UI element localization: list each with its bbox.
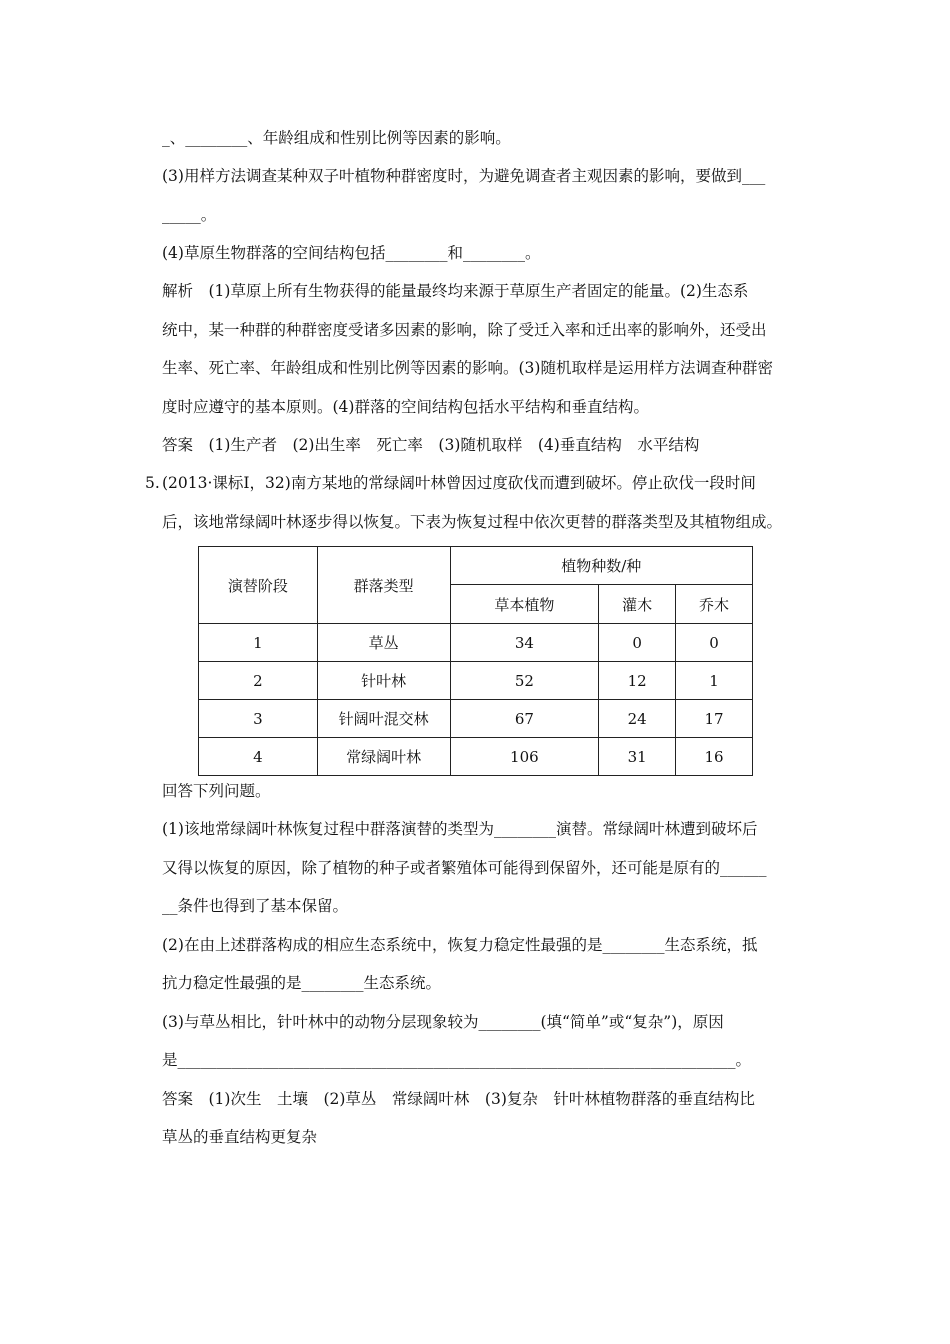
table-row	[199, 738, 753, 776]
cell-herb: 67	[450, 700, 599, 738]
header-shrub: 灌木	[599, 585, 676, 624]
table-row	[199, 700, 753, 738]
table-row	[199, 624, 753, 662]
analysis-line: 生率、死亡率、年龄组成和性别比例等因素的影响。(3)随机取样是运用样方法调查种群密	[162, 359, 773, 377]
cell-type: 常绿阔叶林	[317, 738, 450, 776]
table-row	[199, 662, 753, 700]
cell-stage: 4	[199, 738, 318, 776]
text-line: _____。	[162, 206, 217, 224]
text-line: (4)草原生物群落的空间结构包括________和________。	[162, 244, 541, 262]
cell-shrub: 12	[599, 662, 676, 700]
header-tree: 乔木	[676, 585, 753, 624]
cell-herb: 34	[450, 624, 599, 662]
text-line: (2)在由上述群落构成的相应生态系统中，恢复力稳定性最强的是________生态系统，抵	[162, 936, 758, 954]
cell-shrub: 24	[599, 700, 676, 738]
text-line: 抗力稳定性最强的是________生态系统。	[162, 974, 442, 992]
cell-stage: 3	[199, 700, 318, 738]
answer-line: 草丛的垂直结构更复杂	[162, 1128, 318, 1146]
analysis-line: 度时应遵守的基本原则。(4)群落的空间结构包括水平结构和垂直结构。	[162, 398, 649, 416]
question-line: 后，该地常绿阔叶林逐步得以恢复。下表为恢复过程中依次更替的群落类型及其植物组成。	[162, 513, 783, 531]
analysis-line: 解析 (1)草原上所有生物获得的能量最终均来源于草原生产者固定的能量。(2)生态系	[162, 282, 749, 300]
cell-herb: 52	[450, 662, 599, 700]
text-line: 回答下列问题。	[162, 782, 271, 800]
answer-line: 答案 (1)次生 土壤 (2)草丛 常绿阔叶林 (3)复杂 针叶林植物群落的垂直结构比	[162, 1090, 755, 1108]
text-line: 又得以恢复的原因，除了植物的种子或者繁殖体可能得到保留外，还可能是原有的______	[162, 859, 767, 877]
cell-stage: 2	[199, 662, 318, 700]
cell-herb: 106	[450, 738, 599, 776]
answer-line: 答案 (1)生产者 (2)出生率 死亡率 (3)随机取样 (4)垂直结构 水平结构	[162, 436, 700, 454]
cell-type: 针阔叶混交林	[317, 700, 450, 738]
header-species-count: 植物种数/种	[450, 547, 753, 585]
cell-type: 草丛	[317, 624, 450, 662]
text-line: (3)用样方法调查某种双子叶植物种群密度时，为避免调查者主观因素的影响，要做到___	[162, 167, 766, 185]
question-line: (2013·课标Ⅰ，32)南方某地的常绿阔叶林曾因过度砍伐而遭到破坏。停止砍伐一段时间	[162, 474, 756, 492]
succession-table	[198, 546, 753, 776]
cell-tree: 1	[676, 662, 753, 700]
header-herb: 草本植物	[450, 585, 599, 624]
cell-tree: 17	[676, 700, 753, 738]
text-line: (3)与草丛相比，针叶林中的动物分层现象较为________(填“简单”或“复杂”)，原因	[162, 1013, 724, 1031]
header-stage: 演替阶段	[199, 547, 318, 624]
question-number: 5.	[145, 474, 160, 492]
text-line: _、________、年龄组成和性别比例等因素的影响。	[162, 129, 511, 147]
text-line: __条件也得到了基本保留。	[162, 897, 349, 915]
cell-stage: 1	[199, 624, 318, 662]
cell-tree: 0	[676, 624, 753, 662]
analysis-line: 统中，某一种群的种群密度受诸多因素的影响，除了受迁入率和迁出率的影响外，还受出	[162, 321, 767, 339]
header-community-type: 群落类型	[317, 547, 450, 624]
cell-shrub: 31	[599, 738, 676, 776]
cell-tree: 16	[676, 738, 753, 776]
cell-shrub: 0	[599, 624, 676, 662]
cell-type: 针叶林	[317, 662, 450, 700]
text-line: 是________________________________________________________________________。	[162, 1051, 752, 1069]
text-line: (1)该地常绿阔叶林恢复过程中群落演替的类型为________演替。常绿阔叶林遭到破坏后	[162, 820, 758, 838]
